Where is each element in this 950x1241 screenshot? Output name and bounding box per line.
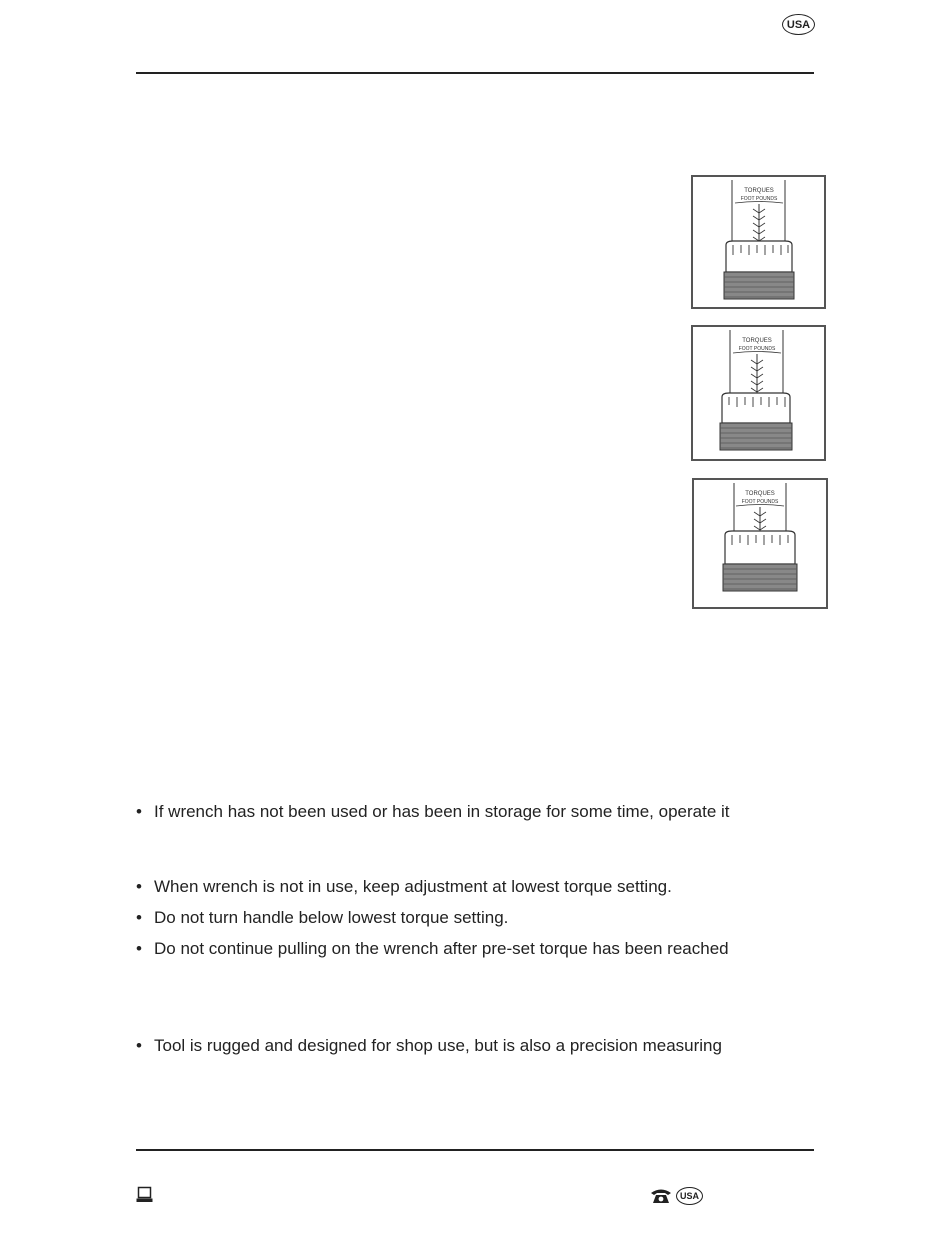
list-item (136, 802, 730, 822)
usa-badge: USA (782, 14, 815, 35)
bullet-dot: • (136, 877, 142, 896)
torque-figure-2 (691, 325, 826, 461)
header-rule (136, 72, 814, 74)
torque-figure-1 (691, 175, 826, 309)
list-item (136, 877, 672, 897)
footer-rule (136, 1149, 814, 1151)
figure-subtitle: FOOT POUNDS (741, 499, 779, 505)
bullet-text: Do not turn handle below lowest torque setting. (154, 908, 509, 927)
torque-figure-3 (692, 478, 828, 609)
bullet-dot: • (136, 1036, 142, 1055)
list-item (136, 1036, 722, 1056)
bullet-text: Do not continue pulling on the wrench after pre-set torque has been reached (154, 939, 729, 958)
torque-wrench-illustration (693, 327, 824, 459)
computer-icon (136, 1186, 154, 1204)
bullet-text: If wrench has not been used or has been in storage for some time, operate it (154, 802, 730, 821)
bullet-dot: • (136, 939, 142, 958)
list-item (136, 939, 729, 959)
usa-badge: USA (676, 1187, 703, 1205)
bullet-dot: • (136, 908, 142, 927)
torque-wrench-illustration (693, 177, 824, 307)
torque-wrench-illustration (694, 480, 826, 607)
list-item (136, 908, 508, 928)
bullet-text: When wrench is not in use, keep adjustment at lowest torque setting. (154, 877, 672, 896)
figure-title: TORQUES (742, 338, 772, 344)
figure-subtitle: FOOT POUNDS (740, 196, 778, 202)
phone-icon (650, 1187, 672, 1209)
figure-subtitle: FOOT POUNDS (738, 346, 776, 352)
bullet-dot: • (136, 802, 142, 821)
figure-title: TORQUES (745, 491, 775, 497)
bullet-text: Tool is rugged and designed for shop use, but is also a precision measuring (154, 1036, 722, 1055)
figure-title: TORQUES (744, 188, 774, 194)
